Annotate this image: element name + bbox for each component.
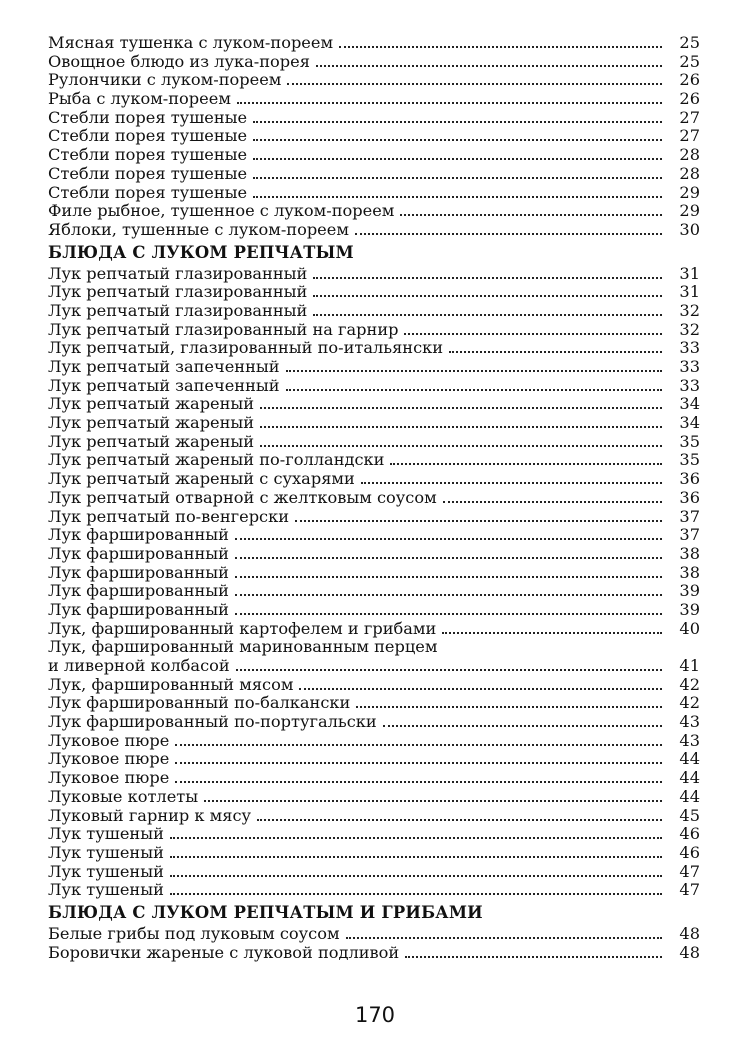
toc-entry [48, 202, 700, 221]
toc-entry-page: 47 [679, 881, 700, 900]
toc-entry [48, 71, 700, 90]
toc-entry [48, 146, 700, 165]
table-of-contents [48, 34, 700, 962]
dot-leader [170, 845, 662, 858]
dot-leader [390, 452, 662, 465]
toc-entry [48, 451, 700, 470]
dot-leader [175, 733, 662, 746]
dot-leader [257, 808, 662, 821]
toc-entry-page: 27 [679, 108, 700, 127]
dot-leader [253, 147, 662, 160]
toc-entry [48, 657, 700, 676]
toc-entry [48, 526, 700, 545]
dot-leader [316, 54, 662, 67]
toc-entry-title: Луковый гарнир к мясу [48, 806, 252, 825]
dot-leader [442, 621, 662, 634]
toc-entry [48, 302, 700, 321]
toc-entry-page: 34 [679, 395, 700, 414]
toc-entry [48, 750, 700, 769]
dot-leader [339, 35, 662, 48]
toc-entry [48, 221, 700, 240]
toc-entry-page: 36 [679, 470, 700, 489]
toc-entry-page: 26 [679, 71, 700, 90]
toc-entry-page: 26 [679, 90, 700, 109]
toc-entry-page: 34 [679, 414, 700, 433]
toc-entry-title: Лук фаршированный [48, 582, 229, 601]
toc-entry-page: 37 [679, 526, 700, 545]
toc-entry-title: Мясная тушенка с луком-пореем [48, 34, 334, 52]
toc-entry [48, 694, 700, 713]
toc-entry-title: Лук тушеный [48, 825, 164, 844]
dot-leader [253, 128, 662, 141]
toc-entry-title: Лук репчатый запеченный [48, 376, 280, 395]
toc-entry [48, 90, 700, 109]
dot-leader [235, 583, 662, 596]
toc-entry-title: Лук тушеный [48, 862, 164, 881]
toc-entry-page: 42 [679, 694, 700, 713]
toc-entry-title: Лук фаршированный [48, 526, 229, 545]
toc-entry-page: 35 [679, 432, 700, 451]
dot-leader [313, 266, 662, 279]
toc-entry [48, 881, 700, 900]
toc-entry-page: 29 [679, 183, 700, 202]
toc-entry-page: 32 [679, 301, 700, 320]
toc-entry-title: Лук фаршированный [48, 544, 229, 563]
toc-entry [48, 53, 700, 72]
toc-entry-page: 29 [679, 202, 700, 221]
page-number: 170 [354, 1003, 396, 1027]
toc-entry-page: 33 [679, 376, 700, 395]
dot-leader [235, 602, 662, 615]
dot-leader [356, 695, 662, 708]
toc-entry [48, 339, 700, 358]
toc-entry-title: Лук репчатый глазированный [48, 264, 308, 283]
toc-entry [48, 944, 700, 963]
toc-entry-title: Лук тушеный [48, 881, 164, 900]
toc-entry-page: 48 [679, 943, 700, 962]
toc-entry [48, 713, 700, 732]
toc-entry-title: Луковые котлеты [48, 787, 199, 806]
toc-entry [48, 184, 700, 203]
toc-entry [48, 545, 700, 564]
dot-leader [383, 714, 662, 727]
dot-leader [286, 378, 662, 391]
toc-entry-page: 25 [679, 52, 700, 71]
toc-entry [48, 321, 700, 340]
toc-entry-page: 46 [679, 825, 700, 844]
toc-entry-title: Лук репчатый глазированный [48, 283, 308, 302]
toc-entry [48, 489, 700, 508]
toc-entry-page: 41 [679, 657, 700, 675]
dot-leader [170, 864, 662, 877]
dot-leader [295, 509, 662, 522]
toc-entry-title: Филе рыбное, тушенное с луком-пореем [48, 202, 395, 221]
section-heading: БЛЮДА С ЛУКОМ РЕПЧАТЫМ И ГРИБАМИ [48, 902, 483, 922]
dot-leader [253, 110, 662, 123]
toc-entry-title: Лук репчатый запеченный [48, 358, 280, 376]
toc-entry [48, 925, 700, 944]
toc-entry-page: 33 [679, 339, 700, 358]
toc-entry-page: 36 [679, 488, 700, 507]
dot-leader [235, 565, 662, 578]
toc-entry-page: 48 [679, 924, 700, 943]
toc-entry-title: Белые грибы под луковым соусом [48, 924, 340, 943]
toc-entry-title: Луковое пюре [48, 750, 170, 769]
dot-leader [361, 471, 662, 484]
toc-entry [48, 769, 700, 788]
toc-entry-title: Лук, фаршированный маринованным перцем [48, 638, 438, 657]
dot-leader [235, 546, 662, 559]
toc-entry-page: 28 [679, 164, 700, 183]
toc-entry-title: Лук репчатый, глазированный по-итальянски [48, 339, 444, 358]
toc-entry [48, 165, 700, 184]
dot-leader [404, 322, 662, 335]
toc-entry [48, 844, 700, 863]
toc-entry [48, 414, 700, 433]
toc-entry-page: 30 [679, 220, 700, 239]
toc-entry [48, 788, 700, 807]
section-heading: БЛЮДА С ЛУКОМ РЕПЧАТЫМ [48, 242, 354, 262]
toc-entry-title: и ливерной колбасой [48, 657, 230, 675]
toc-entry [48, 283, 700, 302]
dot-leader [237, 91, 662, 104]
dot-leader [299, 677, 662, 690]
toc-entry-page: 32 [679, 320, 700, 339]
toc-entry-page: 42 [679, 675, 700, 694]
dot-leader [236, 658, 662, 671]
toc-entry-page: 44 [679, 769, 700, 788]
toc-entry-title: Лук тушеный [48, 843, 164, 862]
toc-entry-title: Луковое пюре [48, 731, 170, 750]
dot-leader [449, 340, 662, 353]
toc-entry [48, 676, 700, 695]
toc-entry [48, 377, 700, 396]
dot-leader [405, 945, 662, 958]
toc-entry-page: 37 [679, 507, 700, 526]
toc-entry [48, 109, 700, 128]
toc-entry-page: 31 [679, 283, 700, 302]
toc-entry-page: 28 [679, 146, 700, 165]
toc-entry-title: Рыба с луком-пореем [48, 90, 231, 109]
toc-entry-page: 46 [679, 843, 700, 862]
toc-entry-page: 31 [679, 264, 700, 283]
toc-entry [48, 564, 700, 583]
toc-entry-title: Лук фаршированный [48, 563, 229, 582]
toc-entry-title: Лук репчатый глазированный [48, 301, 308, 320]
toc-entry-title: Рулончики с луком-пореем [48, 71, 282, 90]
toc-entry-page: 45 [679, 806, 700, 825]
toc-entry-title: Лук, фаршированный мясом [48, 675, 294, 694]
toc-entry-page: 38 [679, 544, 700, 563]
toc-entry-title: Овощное блюдо из лука-порея [48, 52, 310, 71]
dot-leader [260, 396, 662, 409]
toc-entry-title: Стебли порея тушеные [48, 183, 248, 202]
toc-entry-title: Лук репчатый жареный [48, 432, 255, 451]
dot-leader [235, 527, 662, 540]
dot-leader [287, 72, 662, 85]
toc-entry-line [48, 638, 700, 657]
toc-entry-title: Стебли порея тушеные [48, 108, 248, 127]
toc-entry-page: 43 [679, 713, 700, 732]
toc-entry-page: 27 [679, 127, 700, 146]
toc-entry-page: 40 [679, 619, 700, 638]
toc-entry-page: 39 [679, 600, 700, 619]
toc-entry [48, 127, 700, 146]
dot-leader [286, 359, 662, 372]
toc-entry-page: 39 [679, 582, 700, 601]
dot-leader [170, 826, 662, 839]
toc-entry-title: Боровички жареные с луковой подливой [48, 943, 400, 962]
dot-leader [204, 789, 662, 802]
dot-leader [260, 434, 662, 447]
dot-leader [313, 303, 662, 316]
toc-entry [48, 34, 700, 53]
toc-entry [48, 825, 700, 844]
toc-entry-title: Луковое пюре [48, 769, 170, 788]
toc-entry-title: Стебли порея тушеные [48, 164, 248, 183]
toc-entry-title: Лук репчатый жареный по-голландски [48, 451, 385, 470]
dot-leader [175, 770, 662, 783]
toc-entry-title: Лук фаршированный по-балкански [48, 694, 351, 713]
toc-entry-title: Лук репчатый по-венгерски [48, 507, 290, 526]
toc-entry-title: Лук фаршированный по-португальски [48, 713, 377, 732]
toc-entry [48, 807, 700, 826]
toc-entry-page: 35 [679, 451, 700, 470]
toc-entry [48, 470, 700, 489]
toc-entry-title: Лук, фаршированный картофелем и грибами [48, 619, 437, 638]
dot-leader [170, 882, 662, 895]
dot-leader [355, 222, 662, 235]
toc-entry-page: 44 [679, 787, 700, 806]
dot-leader [400, 203, 662, 216]
dot-leader [253, 185, 662, 198]
toc-entry-page: 43 [679, 731, 700, 750]
toc-entry-title: Лук репчатый отварной с желтковым соусом [48, 488, 437, 507]
toc-entry [48, 508, 700, 527]
toc-entry [48, 358, 700, 377]
toc-entry [48, 601, 700, 620]
toc-entry-page: 33 [679, 358, 700, 376]
toc-entry-title: Лук репчатый жареный [48, 414, 255, 433]
dot-leader [443, 490, 662, 503]
toc-entry-title: Лук фаршированный [48, 600, 229, 619]
toc-entry-title: Лук репчатый жареный с сухарями [48, 470, 355, 489]
dot-leader [260, 415, 662, 428]
toc-entry-page: 25 [679, 34, 700, 52]
toc-entry-page: 44 [679, 750, 700, 769]
toc-entry-title: Стебли порея тушеные [48, 127, 248, 146]
toc-entry-page: 38 [679, 563, 700, 582]
toc-entry-title: Стебли порея тушеные [48, 146, 248, 165]
dot-leader [313, 284, 662, 297]
toc-entry-title: Яблоки, тушенные с луком-пореем [48, 220, 349, 239]
toc-entry [48, 395, 700, 414]
toc-entry-page: 47 [679, 862, 700, 881]
dot-leader [175, 751, 662, 764]
toc-entry [48, 433, 700, 452]
toc-entry [48, 265, 700, 284]
toc-entry-title: Лук репчатый жареный [48, 395, 255, 414]
dot-leader [346, 926, 662, 939]
toc-entry [48, 863, 700, 882]
toc-entry [48, 732, 700, 751]
toc-entry [48, 620, 700, 639]
toc-entry [48, 582, 700, 601]
dot-leader [253, 166, 662, 179]
toc-entry-title: Лук репчатый глазированный на гарнир [48, 320, 399, 339]
